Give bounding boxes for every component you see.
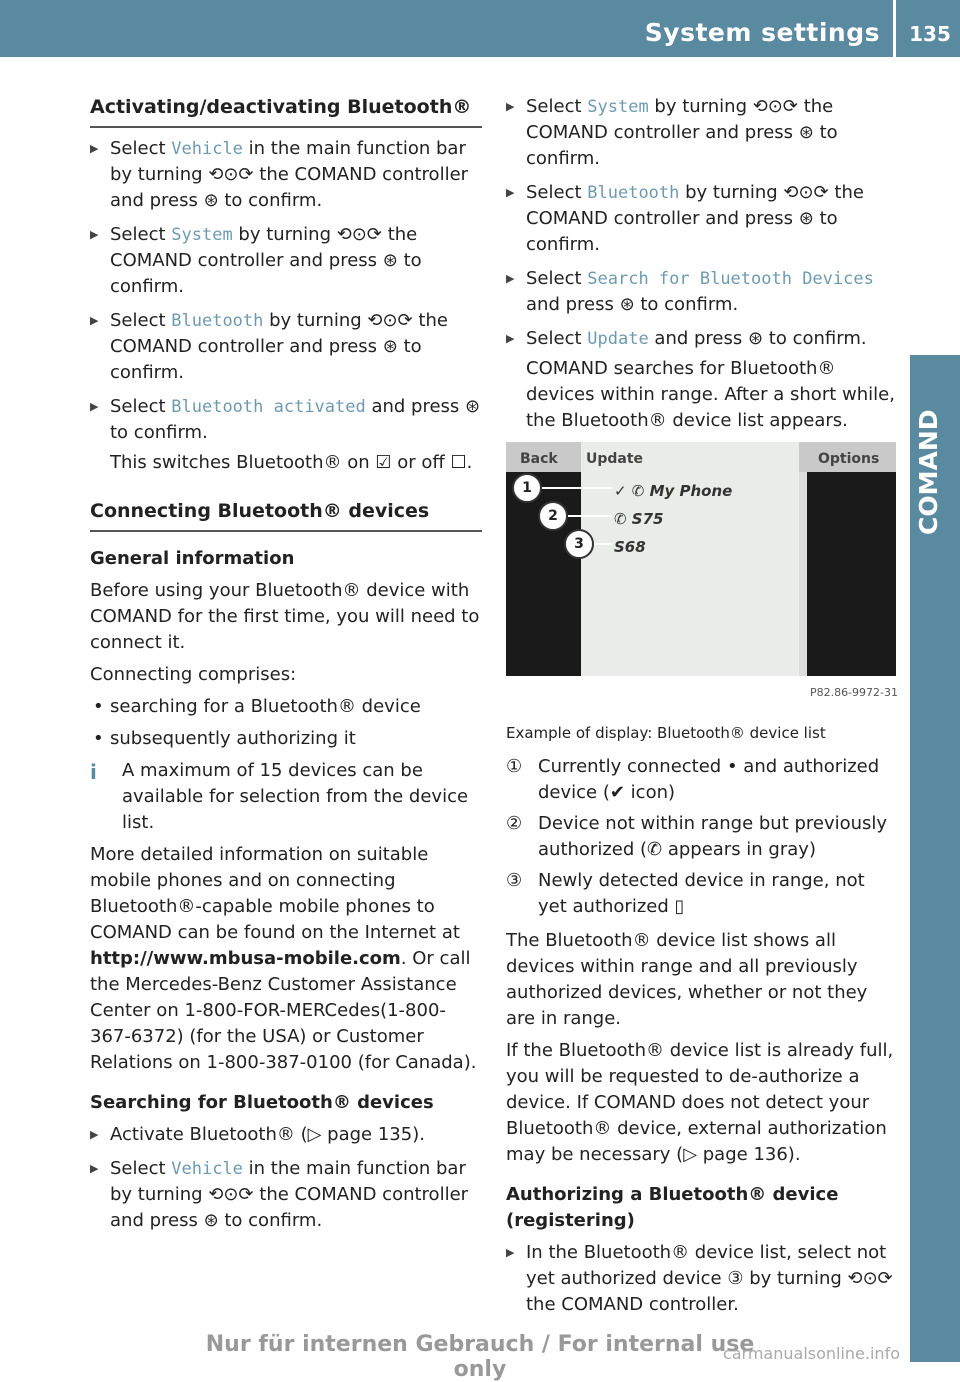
menu-term: Search for Bluetooth Devices [587,269,874,289]
step: ▶ Select Vehicle in the main function bar by turning ⟲⊙⟳ the COMAND controller and press ⊛ to confirm. [90,136,482,214]
screen-options-button: Options [818,451,880,467]
step: ▶ Select System by turning ⟲⊙⟳ the COMAND controller and press ⊛ to confirm. [90,222,482,300]
list-item: • searching for a Bluetooth® device [90,694,482,720]
step: ▶ Activate Bluetooth® (▷ page 135). [90,1122,482,1148]
screen-update-button: Update [586,451,644,467]
step-result: This switches Bluetooth® on ☑ or off ☐. [110,452,473,473]
image-code: P82.86-9972-31 [809,686,898,699]
paragraph: If the Bluetooth® device list is already full, you will be requested to de-authorize a device. If COMAND does not detect your Bluetooth® device, external authorization may be necessary (▷ page 136). [506,1040,894,1165]
paragraph: Connecting comprises: [90,664,297,685]
right-column [506,94,898,1326]
heading-connect-bluetooth: Connecting Bluetooth® devices [90,498,482,532]
legend-item: ① Currently connected • and authorized device (✔ icon) [506,756,880,803]
left-column [90,94,482,1242]
step: ▶ Select Search for Bluetooth Devices and press ⊛ to confirm. [506,266,898,318]
step: ▶ In the Bluetooth® device list, select not yet authorized device ③ by turning ⟲⊙⟳ the COMAND controller. [506,1240,898,1318]
screen-device-row: ✓ ✆ My Phone [614,482,733,500]
screen-device-row: S68 [614,538,646,556]
callout-1: 1 [512,473,542,503]
page-number: 135 [909,22,951,46]
menu-term: System [171,225,233,245]
callout-line [542,487,612,489]
header-bar [0,0,960,57]
paragraph: More detailed information on suitable mobile phones and on connecting Bluetooth®-capable mobile phones to COMAND can be found on the Internet at http://www.mbusa-mobile.com. Or call the Mercedes-Benz Customer Assistance Center on 1-800-FOR-MERCedes(1-800-367-6372) (for the USA) or Customer Relations on 1-800-387-0100 (for Canada). [90,844,477,1073]
step: ▶ Select Update and press ⊛ to confirm. COMAND searches for Bluetooth® devices within range. After a short while, the Bluetooth® device list appears. [506,326,898,434]
paragraph: Before using your Bluetooth® device with COMAND for the first time, you will need to connect it. [90,580,480,653]
callout-3: 3 [564,529,594,559]
step: ▶ Select Bluetooth by turning ⟲⊙⟳ the COMAND controller and press ⊛ to confirm. [90,308,482,386]
paragraph: The Bluetooth® device list shows all devices within range and all previously authorized devices, whether or not they are in range. [506,930,868,1029]
screen-back-button: Back [520,451,558,467]
menu-term: Vehicle [171,139,243,159]
step: ▶ Select System by turning ⟲⊙⟳ the COMAND controller and press ⊛ to confirm. [506,94,898,172]
website-link[interactable]: http://www.mbusa-mobile.com [90,948,401,969]
menu-term: Update [587,329,649,349]
legend-item: ② Device not within range but previously authorized (✆ appears in gray) [506,813,888,860]
device-list-screenshot [506,442,896,676]
step: ▶ Select Bluetooth by turning ⟲⊙⟳ the COMAND controller and press ⊛ to confirm. [506,180,898,258]
callout-line [568,515,612,517]
step-result: COMAND searches for Bluetooth® devices within range. After a short while, the Bluetooth® device list appears. [526,358,895,431]
heading-activate-bluetooth: Activating/deactivating Bluetooth® [90,94,482,128]
heading-general-information: General information [90,548,295,569]
figure-caption: Example of display: Bluetooth® device list [506,724,826,742]
list-item: • subsequently authorizing it [90,726,482,752]
watermark: carmanualsonline.info [722,1344,900,1363]
step: ▶ Select Vehicle in the main function bar by turning ⟲⊙⟳ the COMAND controller and press ⊛ to confirm. [90,1156,482,1234]
heading-authorizing-bluetooth: Authorizing a Bluetooth® device (registering) [506,1184,839,1231]
internal-use-footer: Nur für internen Gebrauch / For internal use only [205,1332,755,1382]
menu-term: Bluetooth [171,311,264,331]
legend-item: ③ Newly detected device in range, not yet authorized ▯ [506,870,865,917]
screen-device-row: ✆ S75 [614,510,664,528]
side-tab-label: COMAND [914,409,943,535]
side-tab [910,355,960,1362]
callout-2: 2 [538,501,568,531]
menu-term: Bluetooth activated [171,397,366,417]
heading-searching-bluetooth: Searching for Bluetooth® devices [90,1092,434,1113]
step: ▶ Select Bluetooth activated and press ⊛ to confirm. This switches Bluetooth® on ☑ or off ☐. [90,394,482,476]
info-note: i A maximum of 15 devices can be available for selection from the device list. [90,760,469,833]
menu-term: Vehicle [171,1159,243,1179]
screen-scrollbar [799,472,807,676]
menu-term: Bluetooth [587,183,680,203]
menu-term: System [587,97,649,117]
callout-line [594,543,612,545]
info-icon: i [90,760,97,784]
header-divider [893,0,896,57]
section-title: System settings [644,18,880,47]
